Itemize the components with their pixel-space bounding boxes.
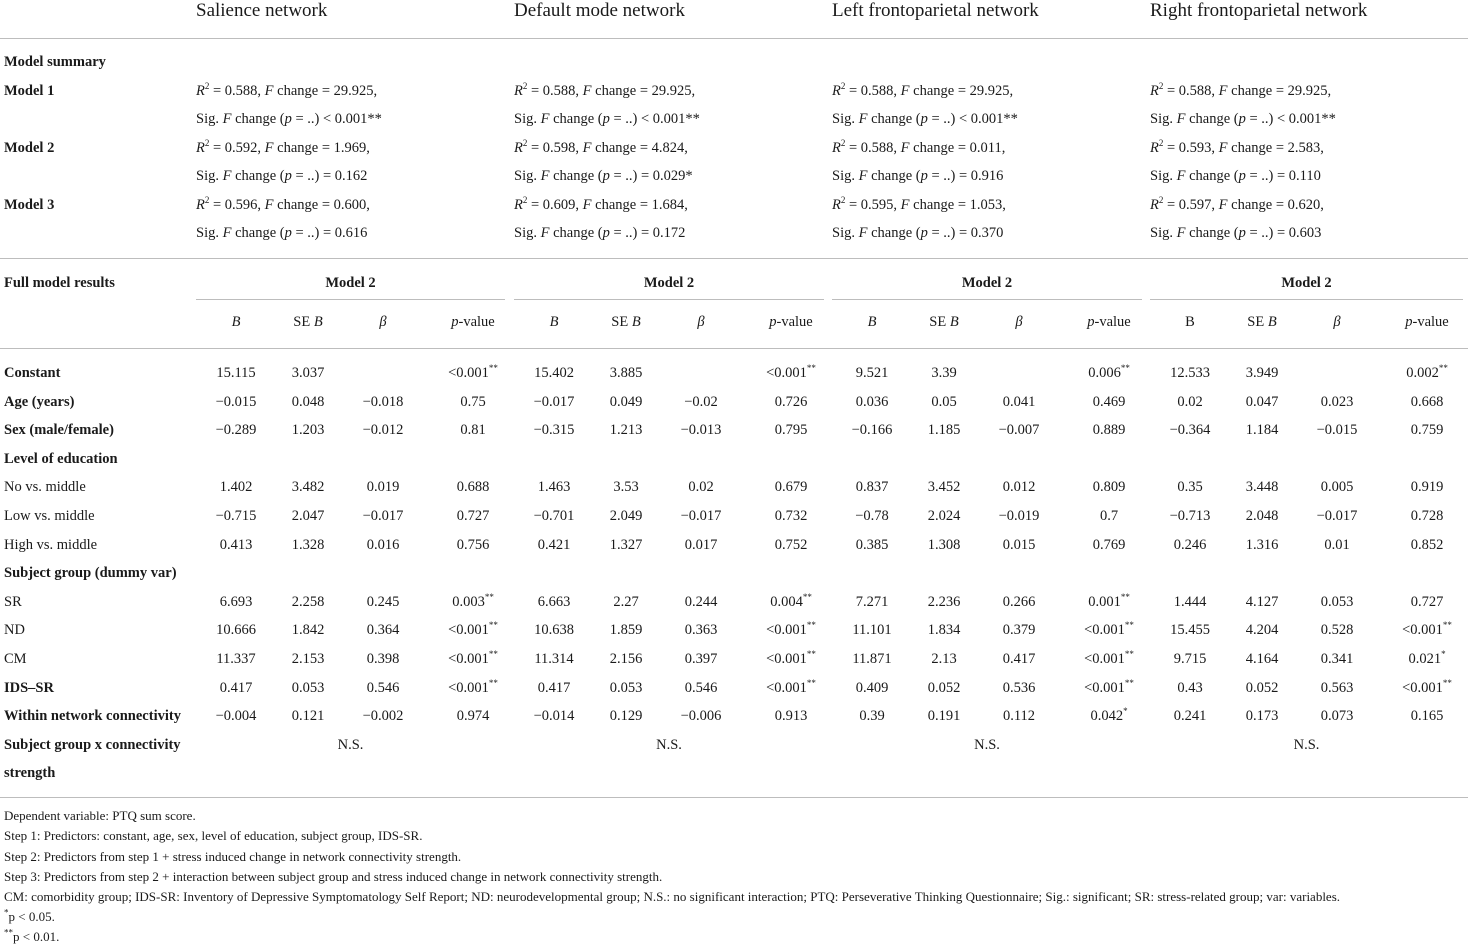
table-cell: 0.759 bbox=[1410, 422, 1444, 438]
model-stat-sig: Sig. F change (p = ..) = 0.162 bbox=[196, 168, 368, 184]
table-cell: <0.001** bbox=[1084, 620, 1134, 638]
table-cell: 15.115 bbox=[216, 365, 256, 381]
table-cell: 0.266 bbox=[1002, 594, 1036, 610]
table-cell: 0.809 bbox=[1092, 479, 1126, 495]
model-stat-r2: $R^2 = 0.588$, F change = 29.925, bbox=[1150, 81, 1332, 99]
table-cell: 0.053 bbox=[291, 680, 325, 696]
table-cell: 0.244 bbox=[684, 594, 718, 610]
table-cell: 2.236 bbox=[927, 594, 961, 610]
model-2-header: Model 2 bbox=[1281, 275, 1332, 291]
table-cell: −0.019 bbox=[998, 508, 1040, 524]
table-cell: 1.327 bbox=[609, 537, 643, 553]
table-cell: 0.245 bbox=[366, 594, 400, 610]
column-header: B bbox=[549, 314, 559, 330]
footnote: Step 3: Predictors from step 2 + interaction between subject group and stress induced change in network connectivity strength. bbox=[4, 869, 663, 884]
table-cell: 0.421 bbox=[537, 537, 571, 553]
column-header: p-value bbox=[451, 314, 495, 330]
row-label: CM bbox=[4, 651, 27, 667]
table-cell: −0.015 bbox=[1316, 422, 1358, 438]
table-cell: 0.417 bbox=[1002, 651, 1036, 667]
model-stat-sig: Sig. F change (p = ..) = 0.172 bbox=[514, 225, 686, 241]
model-stat-sig: Sig. F change (p = ..) = 0.029* bbox=[514, 168, 693, 184]
row-label: SR bbox=[4, 594, 22, 610]
table-cell: 2.024 bbox=[927, 508, 961, 524]
model-stat-sig: Sig. F change (p = ..) = 0.916 bbox=[832, 168, 1004, 184]
table-cell: 0.048 bbox=[291, 394, 325, 410]
table-cell: 0.726 bbox=[774, 394, 808, 410]
table-cell: −0.007 bbox=[998, 422, 1040, 438]
model-stat-r2: $R^2 = 0.592$, F change = 1.969, bbox=[196, 138, 370, 156]
table-cell: 0.81 bbox=[460, 422, 486, 438]
table-cell: <0.001** bbox=[448, 678, 498, 696]
table-cell: 0.413 bbox=[219, 537, 253, 553]
table-cell: 0.016 bbox=[366, 537, 400, 553]
table-cell: 0.727 bbox=[1410, 594, 1444, 610]
table-cell: 0.049 bbox=[609, 394, 643, 410]
table-cell: 0.756 bbox=[456, 537, 490, 553]
table-cell: 2.27 bbox=[613, 594, 639, 610]
model-stat-r2: $R^2 = 0.598$, F change = 4.824, bbox=[514, 138, 688, 156]
table-cell: 12.533 bbox=[1170, 365, 1210, 381]
table-cell: 1.185 bbox=[927, 422, 961, 438]
table-cell: <0.001** bbox=[448, 620, 498, 638]
table-cell: 10.638 bbox=[534, 622, 574, 638]
table-cell: 11.101 bbox=[852, 622, 892, 638]
table-cell: −0.017 bbox=[362, 508, 404, 524]
column-header: p-value bbox=[1405, 314, 1449, 330]
table-cell: 0.469 bbox=[1092, 394, 1126, 410]
table-cell: 0.001** bbox=[1088, 592, 1130, 610]
table-cell: 0.563 bbox=[1320, 680, 1354, 696]
table-cell: 0.679 bbox=[774, 479, 808, 495]
table-cell: 11.337 bbox=[216, 651, 256, 667]
interaction-value: N.S. bbox=[337, 737, 364, 753]
model-stat-r2: $R^2 = 0.609$, F change = 1.684, bbox=[514, 195, 688, 213]
table-cell: 0.017 bbox=[684, 537, 718, 553]
table-cell: 0.036 bbox=[855, 394, 889, 410]
table-cell: 0.173 bbox=[1245, 708, 1279, 724]
table-cell: 0.041 bbox=[1002, 394, 1036, 410]
table-cell: 3.448 bbox=[1245, 479, 1279, 495]
table-cell: 1.444 bbox=[1173, 594, 1207, 610]
model-2-header: Model 2 bbox=[643, 275, 695, 291]
table-cell: 0.121 bbox=[291, 708, 325, 724]
model-2-underline bbox=[196, 299, 505, 300]
interaction-value: N.S. bbox=[1293, 737, 1320, 753]
row-label: IDS–SR bbox=[4, 680, 54, 696]
row-label-continued: strength bbox=[4, 765, 56, 781]
column-header: p-value bbox=[1087, 314, 1131, 330]
model-stat-r2: $R^2 = 0.597$, F change = 0.620, bbox=[1150, 195, 1324, 213]
table-cell: 0.398 bbox=[366, 651, 400, 667]
table-cell: −0.004 bbox=[215, 708, 257, 724]
table-cell: 3.452 bbox=[927, 479, 961, 495]
column-header: SE B bbox=[1247, 314, 1277, 330]
table-cell: −0.715 bbox=[215, 508, 257, 524]
table-cell: −0.017 bbox=[533, 394, 575, 410]
table-cell: <0.001** bbox=[1084, 678, 1134, 696]
table-cell: 0.795 bbox=[774, 422, 808, 438]
model-stat-sig: Sig. F change (p = ..) < 0.001** bbox=[196, 111, 382, 127]
table-cell: 0.023 bbox=[1320, 394, 1354, 410]
table-cell: 0.165 bbox=[1410, 708, 1444, 724]
table-cell: 0.02 bbox=[1177, 394, 1203, 410]
table-cell: 0.528 bbox=[1320, 622, 1354, 638]
table-cell: 0.112 bbox=[1002, 708, 1036, 724]
table-cell: 6.693 bbox=[219, 594, 253, 610]
model-stat-r2: $R^2 = 0.588$, F change = 0.011, bbox=[832, 138, 1006, 156]
footnote: Dependent variable: PTQ sum score. bbox=[4, 808, 196, 823]
table-bottom-divider bbox=[0, 797, 1468, 798]
column-header: SE B bbox=[929, 314, 959, 330]
model-2-underline bbox=[832, 299, 1142, 300]
table-cell: 0.837 bbox=[855, 479, 889, 495]
table-cell: 0.688 bbox=[456, 479, 490, 495]
column-header: β bbox=[379, 314, 387, 330]
model-summary-label: Model summary bbox=[4, 54, 106, 70]
row-label: Constant bbox=[4, 365, 61, 381]
table-cell: −0.701 bbox=[533, 508, 575, 524]
table-cell: 0.919 bbox=[1410, 479, 1444, 495]
interaction-value: N.S. bbox=[656, 737, 682, 753]
table-cell: 3.885 bbox=[609, 365, 643, 381]
table-cell: 0.7 bbox=[1099, 508, 1119, 524]
table-cell: −0.364 bbox=[1169, 422, 1211, 438]
table-cell: 0.246 bbox=[1173, 537, 1207, 553]
table-cell: 0.889 bbox=[1092, 422, 1126, 438]
table-cell: −0.713 bbox=[1169, 508, 1211, 524]
model-stat-sig: Sig. F change (p = ..) < 0.001** bbox=[832, 111, 1018, 127]
table-cell: 0.129 bbox=[609, 708, 643, 724]
table-cell: −0.015 bbox=[215, 394, 257, 410]
model-stat-r2: $R^2 = 0.588$, F change = 29.925, bbox=[196, 81, 378, 99]
footnote: **p < 0.01. bbox=[4, 927, 60, 944]
table-cell: 2.153 bbox=[291, 651, 325, 667]
table-cell: 0.385 bbox=[855, 537, 889, 553]
row-label: High vs. middle bbox=[4, 537, 98, 553]
table-cell: 1.316 bbox=[1245, 537, 1279, 553]
column-header: β bbox=[1015, 314, 1023, 330]
table-cell: 0.546 bbox=[684, 680, 718, 696]
column-header: β bbox=[697, 314, 705, 330]
model-stat-sig: Sig. F change (p = ..) < 0.001** bbox=[1150, 111, 1336, 127]
table-cell: 1.184 bbox=[1245, 422, 1279, 438]
table-cell: −0.166 bbox=[851, 422, 893, 438]
table-cell: <0.001** bbox=[1084, 649, 1134, 667]
table-cell: 2.048 bbox=[1245, 508, 1279, 524]
header-divider bbox=[0, 38, 1468, 39]
table-cell: 3.482 bbox=[291, 479, 325, 495]
table-cell: 0.75 bbox=[460, 394, 486, 410]
row-label: Age (years) bbox=[4, 394, 75, 410]
table-cell: 0.012 bbox=[1002, 479, 1036, 495]
table-cell: 1.213 bbox=[609, 422, 643, 438]
table-cell: −0.013 bbox=[680, 422, 722, 438]
row-label: ND bbox=[4, 622, 25, 638]
table-cell: 2.047 bbox=[291, 508, 325, 524]
table-cell: 7.271 bbox=[855, 594, 889, 610]
table-cell: 0.019 bbox=[366, 479, 400, 495]
model-label: Model 1 bbox=[4, 83, 55, 99]
model-2-header: Model 2 bbox=[325, 275, 376, 291]
table-cell: 0.364 bbox=[366, 622, 400, 638]
network-header: Salience network bbox=[196, 0, 328, 21]
column-header: SE B bbox=[293, 314, 323, 330]
model-stat-r2: $R^2 = 0.596$, F change = 0.600, bbox=[196, 195, 370, 213]
row-label: Subject group x connectivity bbox=[4, 737, 181, 753]
column-header: β bbox=[1333, 314, 1341, 330]
table-cell: <0.001** bbox=[1402, 620, 1452, 638]
model-2-header: Model 2 bbox=[961, 275, 1013, 291]
table-cell: 0.047 bbox=[1245, 394, 1279, 410]
table-cell: <0.001** bbox=[448, 363, 498, 381]
table-cell: 0.536 bbox=[1002, 680, 1036, 696]
table-cell: 1.834 bbox=[927, 622, 961, 638]
table-cell: 0.015 bbox=[1002, 537, 1036, 553]
table-cell: 0.021* bbox=[1408, 649, 1446, 667]
table-cell: 0.546 bbox=[366, 680, 400, 696]
table-cell: 3.53 bbox=[613, 479, 639, 495]
table-cell: −0.78 bbox=[855, 508, 889, 524]
table-cell: 0.005 bbox=[1320, 479, 1354, 495]
column-header: SE B bbox=[611, 314, 641, 330]
table-cell: 2.156 bbox=[609, 651, 643, 667]
model-stat-r2: $R^2 = 0.588$, F change = 29.925, bbox=[514, 81, 696, 99]
table-cell: −0.02 bbox=[684, 394, 718, 410]
summary-divider bbox=[0, 258, 1468, 259]
table-cell: 1.203 bbox=[291, 422, 325, 438]
full-model-label: Full model results bbox=[4, 275, 115, 291]
model-2-underline bbox=[1150, 299, 1463, 300]
table-cell: 0.363 bbox=[684, 622, 718, 638]
table-cell: 3.39 bbox=[931, 365, 957, 381]
footnote: Step 1: Predictors: constant, age, sex, level of education, subject group, IDS-SR. bbox=[4, 828, 423, 843]
model-stat-r2: $R^2 = 0.595$, F change = 1.053, bbox=[832, 195, 1006, 213]
column-header: p-value bbox=[769, 314, 813, 330]
row-label: No vs. middle bbox=[4, 479, 86, 495]
model-stat-sig: Sig. F change (p = ..) = 0.110 bbox=[1150, 168, 1321, 184]
table-cell: 0.004** bbox=[770, 592, 812, 610]
table-cell: 0.073 bbox=[1320, 708, 1354, 724]
table-cell: −0.014 bbox=[533, 708, 575, 724]
model-stat-sig: Sig. F change (p = ..) = 0.370 bbox=[832, 225, 1004, 241]
table-cell: 0.409 bbox=[855, 680, 889, 696]
table-cell: −0.289 bbox=[215, 422, 257, 438]
table-cell: 1.328 bbox=[291, 537, 325, 553]
model-label: Model 3 bbox=[4, 197, 55, 213]
table-cell: 4.164 bbox=[1245, 651, 1279, 667]
column-header: B bbox=[1185, 314, 1195, 330]
table-cell: 15.455 bbox=[1170, 622, 1210, 638]
table-cell: 0.852 bbox=[1410, 537, 1444, 553]
table-cell: 4.127 bbox=[1245, 594, 1279, 610]
footnote: *p < 0.05. bbox=[4, 907, 55, 924]
table-cell: −0.315 bbox=[533, 422, 575, 438]
table-cell: 2.258 bbox=[291, 594, 325, 610]
table-cell: 0.052 bbox=[1245, 680, 1279, 696]
table-cell: 0.006** bbox=[1088, 363, 1130, 381]
table-cell: <0.001** bbox=[766, 363, 816, 381]
table-cell: 1.308 bbox=[927, 537, 961, 553]
table-cell: −0.006 bbox=[680, 708, 722, 724]
table-cell: 1.402 bbox=[219, 479, 253, 495]
table-cell: 0.752 bbox=[774, 537, 808, 553]
table-cell: 11.871 bbox=[852, 651, 892, 667]
column-header: B bbox=[867, 314, 877, 330]
table-cell: 4.204 bbox=[1245, 622, 1279, 638]
row-label: Subject group (dummy var) bbox=[4, 565, 177, 581]
table-cell: 0.417 bbox=[537, 680, 571, 696]
row-label: Within network connectivity bbox=[4, 708, 181, 724]
network-header: Right frontoparietal network bbox=[1150, 0, 1368, 21]
model-stat-sig: Sig. F change (p = ..) = 0.603 bbox=[1150, 225, 1322, 241]
table-cell: 10.666 bbox=[216, 622, 256, 638]
table-cell: 0.417 bbox=[219, 680, 253, 696]
table-cell: 0.053 bbox=[609, 680, 643, 696]
table-cell: 0.05 bbox=[931, 394, 957, 410]
model-2-underline bbox=[514, 299, 824, 300]
table-cell: 0.379 bbox=[1002, 622, 1036, 638]
table-cell: <0.001** bbox=[766, 649, 816, 667]
network-header: Left frontoparietal network bbox=[832, 0, 1039, 21]
model-stat-sig: Sig. F change (p = ..) = 0.616 bbox=[196, 225, 368, 241]
table-cell: 3.949 bbox=[1245, 365, 1279, 381]
table-cell: 0.913 bbox=[774, 708, 808, 724]
table-cell: 0.191 bbox=[927, 708, 961, 724]
table-cell: 0.053 bbox=[1320, 594, 1354, 610]
table-cell: −0.017 bbox=[1316, 508, 1358, 524]
row-label: Low vs. middle bbox=[4, 508, 95, 524]
model-label: Model 2 bbox=[4, 140, 55, 156]
table-cell: 0.003** bbox=[452, 592, 494, 610]
table-cell: −0.012 bbox=[362, 422, 404, 438]
table-cell: 2.049 bbox=[609, 508, 643, 524]
table-cell: 2.13 bbox=[931, 651, 957, 667]
table-cell: <0.001** bbox=[766, 620, 816, 638]
table-cell: −0.002 bbox=[362, 708, 404, 724]
table-cell: 0.668 bbox=[1410, 394, 1444, 410]
table-cell: 0.732 bbox=[774, 508, 808, 524]
interaction-value: N.S. bbox=[974, 737, 1000, 753]
table-cell: 3.037 bbox=[291, 365, 325, 381]
table-cell: 0.397 bbox=[684, 651, 718, 667]
table-cell: 1.842 bbox=[291, 622, 325, 638]
table-cell: 15.402 bbox=[534, 365, 574, 381]
table-cell: 0.042* bbox=[1090, 706, 1128, 724]
table-cell: 0.35 bbox=[1177, 479, 1203, 495]
table-cell: 9.715 bbox=[1173, 651, 1207, 667]
model-stat-r2: $R^2 = 0.588$, F change = 29.925, bbox=[832, 81, 1014, 99]
row-label: Sex (male/female) bbox=[4, 422, 114, 438]
table-cell: 0.769 bbox=[1092, 537, 1126, 553]
table-cell: 0.01 bbox=[1324, 537, 1350, 553]
table-cell: 0.727 bbox=[456, 508, 490, 524]
table-cell: 9.521 bbox=[855, 365, 889, 381]
footnote: Step 2: Predictors from step 1 + stress induced change in network connectivity strength. bbox=[4, 849, 462, 864]
table-cell: 1.859 bbox=[609, 622, 643, 638]
footnote: CM: comorbidity group; IDS-SR: Inventory of Depressive Symptomatology Self Report; ND: neurodevelopmental group; N.S.: no significant interaction; PTQ: Perseverative Thinking Questionnaire; Sig.: significant; SR: stress-related group; var: variables. bbox=[4, 889, 1341, 904]
row-label: Level of education bbox=[4, 451, 118, 467]
table-cell: −0.017 bbox=[680, 508, 722, 524]
table-cell: 0.728 bbox=[1410, 508, 1444, 524]
table-cell: 0.02 bbox=[688, 479, 714, 495]
table-cell: 0.002** bbox=[1406, 363, 1448, 381]
table-cell: 0.241 bbox=[1173, 708, 1207, 724]
model-stat-sig: Sig. F change (p = ..) < 0.001** bbox=[514, 111, 700, 127]
table-cell: 6.663 bbox=[537, 594, 571, 610]
table-cell: <0.001** bbox=[448, 649, 498, 667]
table-cell: 0.341 bbox=[1320, 651, 1354, 667]
table-cell: <0.001** bbox=[1402, 678, 1452, 696]
table-cell: <0.001** bbox=[766, 678, 816, 696]
table-cell: 11.314 bbox=[534, 651, 574, 667]
column-header: B bbox=[231, 314, 241, 330]
table-cell: 0.974 bbox=[456, 708, 490, 724]
table-cell: −0.018 bbox=[362, 394, 404, 410]
column-header-divider bbox=[0, 348, 1468, 349]
model-stat-r2: $R^2 = 0.593$, F change = 2.583, bbox=[1150, 138, 1324, 156]
table-cell: 0.43 bbox=[1177, 680, 1203, 696]
network-header: Default mode network bbox=[514, 0, 685, 21]
table-cell: 0.39 bbox=[859, 708, 885, 724]
table-cell: 0.052 bbox=[927, 680, 961, 696]
table-cell: 1.463 bbox=[537, 479, 571, 495]
